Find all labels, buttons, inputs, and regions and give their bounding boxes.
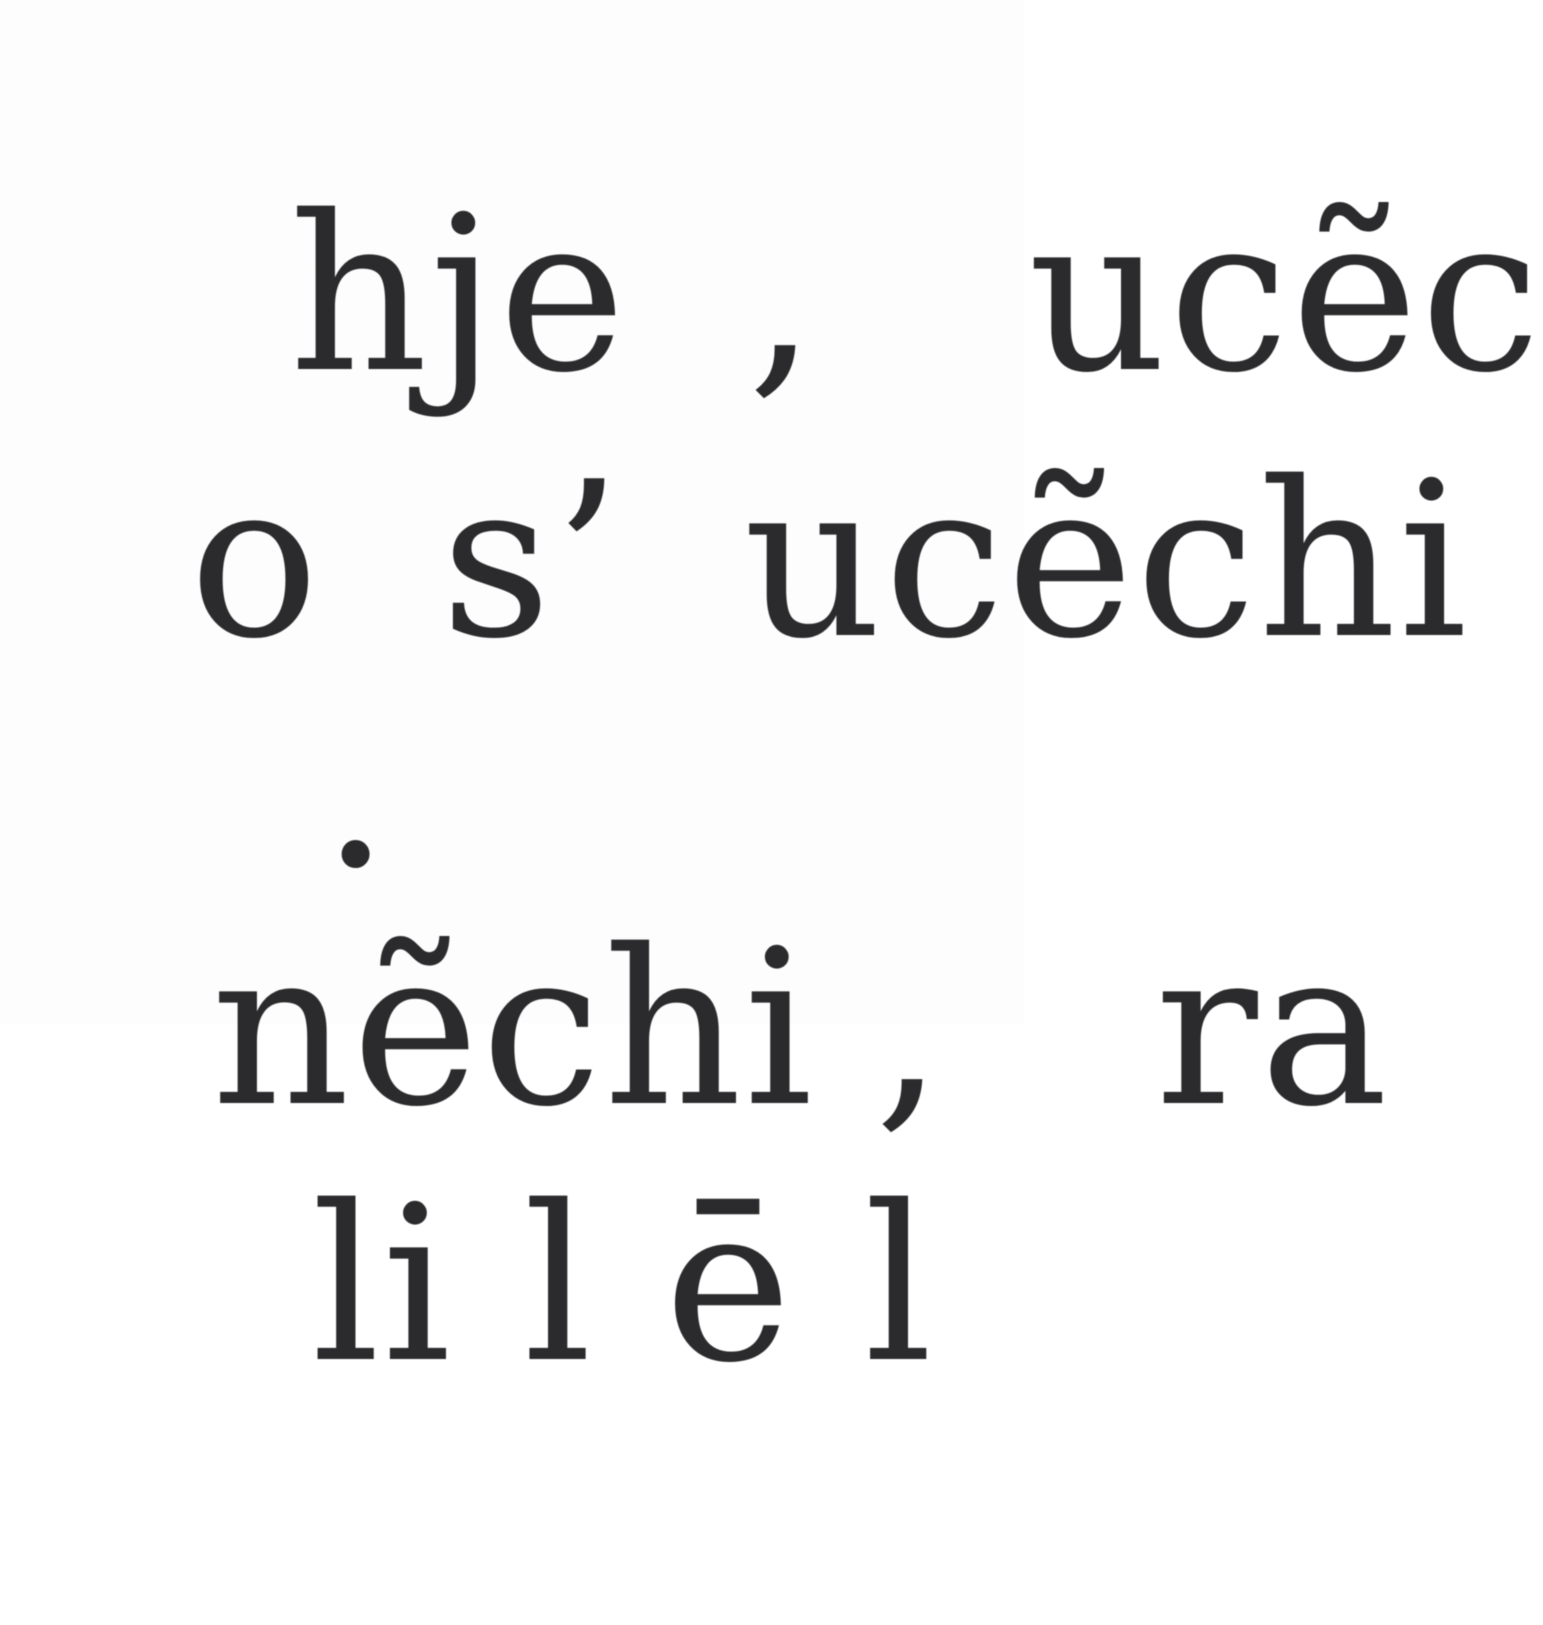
text-line-5-partial (30, 962, 935, 1607)
word-ucec: ucẽc (1028, 169, 1543, 420)
word-nechi: nẽchi (211, 903, 815, 1154)
comma: , (874, 903, 946, 1154)
word-s-apostrophe: s’ (440, 435, 624, 686)
period: . (321, 665, 392, 916)
word-o: o (189, 435, 321, 686)
partial-word: li l ē l (311, 1159, 935, 1410)
word-hje: hje (289, 169, 628, 420)
word-ucechi: ucẽchi (743, 435, 1470, 686)
word-ra: ra (1155, 903, 1391, 1154)
comma: , (747, 169, 819, 420)
